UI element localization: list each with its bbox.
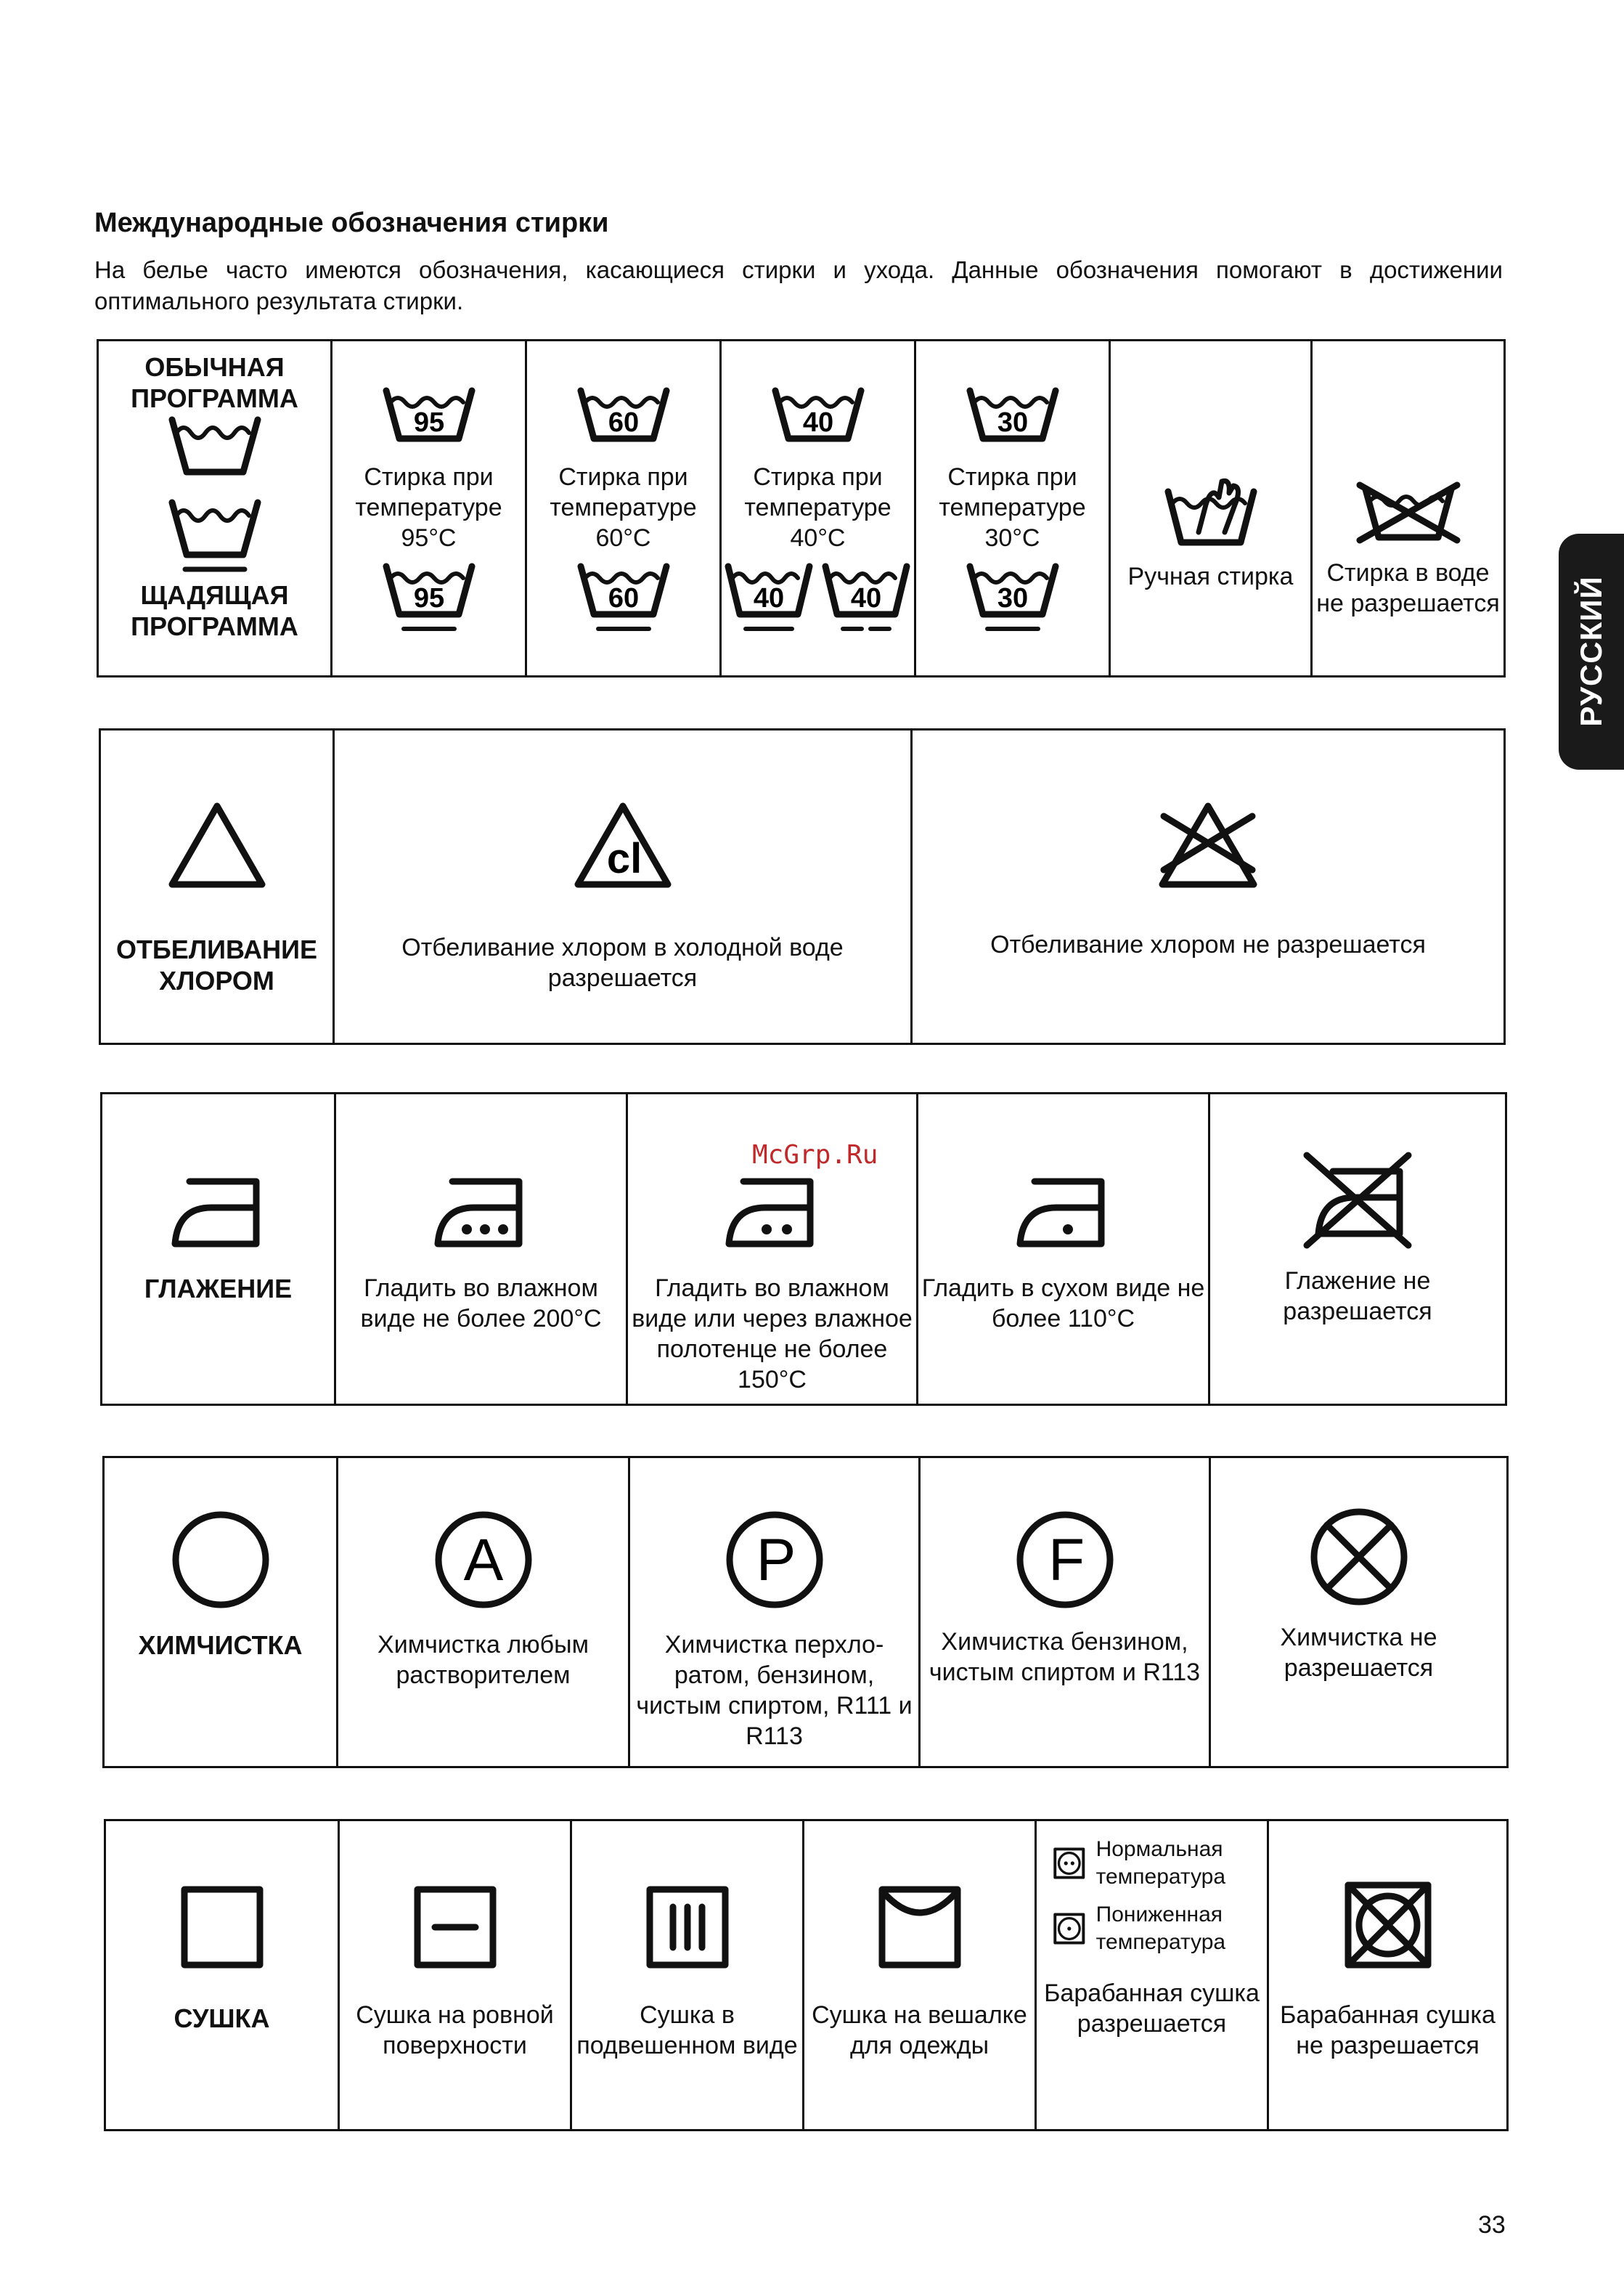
- normal-temp-row: [1053, 1836, 1267, 1891]
- bleach-table: [99, 728, 1506, 1045]
- dry-clean-a-cell: [338, 1457, 629, 1767]
- line-dry-icon: [876, 1884, 963, 1971]
- no-dry-clean-icon: [1308, 1506, 1410, 1608]
- language-tab: РУССКИЙ: [1559, 534, 1624, 770]
- ironing-label-cell: [102, 1094, 335, 1405]
- wash-30-gentle-icon: [966, 562, 1060, 635]
- dry-clean-p-cell: [629, 1457, 920, 1767]
- hand-wash-cell: [1110, 341, 1312, 677]
- drip-dry-cell: [571, 1820, 804, 2131]
- dry-clean-a-icon: [433, 1509, 534, 1611]
- no-iron-cell: [1209, 1094, 1506, 1405]
- iron-110-cell: [918, 1094, 1209, 1405]
- iron-icon: [168, 1171, 269, 1251]
- wash-60-gentle-icon: [576, 562, 671, 635]
- wash-60-caption: Стирка при температуре 60°C: [550, 463, 697, 552]
- svg-text:cl: cl: [606, 835, 642, 882]
- iron-one-dot-icon: [1013, 1171, 1114, 1251]
- gentle-wash-icon: [168, 497, 262, 577]
- page-title: Международные обозначения стирки: [94, 208, 609, 238]
- no-iron-icon: [1299, 1149, 1416, 1251]
- hand-wash-icon: [1164, 476, 1258, 548]
- wash-program-cell: [98, 341, 332, 677]
- svg-text:40: 40: [802, 407, 833, 438]
- gentle-program-label: ЩАДЯЩАЯ ПРОГРАММА: [131, 580, 298, 641]
- no-tumble-dry-caption: Барабанная сушка не разрешается: [1280, 2001, 1496, 2059]
- bleach-label: ОТБЕЛИВАНИЕ ХЛОРОМ: [115, 935, 318, 996]
- dry-flat-cell: [339, 1820, 571, 2131]
- no-dry-clean-caption: Химчистка не разрешается: [1280, 1624, 1437, 1682]
- wash-95-caption: Стирка при температуре 95°C: [355, 463, 502, 552]
- iron-150-caption: Гладить во влажном виде или через влажное полотенце не более 150°C: [632, 1274, 913, 1393]
- ironing-table: [100, 1092, 1507, 1406]
- normal-wash-icon: [168, 414, 262, 479]
- wash-60-icon: [576, 386, 671, 444]
- wash-30-caption: Стирка при температуре 30°C: [939, 463, 1086, 552]
- wash-60-cell: [526, 341, 721, 677]
- svg-text:30: 30: [997, 407, 1028, 438]
- svg-text:F: F: [1048, 1527, 1085, 1593]
- no-tumble-dry-icon: [1341, 1878, 1435, 1972]
- no-bleach-icon: [1154, 800, 1262, 890]
- bleach-forbidden-caption: Отбеливание хлором не разрешается: [990, 931, 1426, 959]
- iron-150-cell: [627, 1094, 918, 1405]
- normal-program-label: ОБЫЧНАЯ ПРОГРАММА: [131, 352, 298, 413]
- dry-clean-circle-icon: [170, 1509, 272, 1611]
- iron-200-caption: Гладить во влажном виде не более 200°C: [360, 1274, 602, 1332]
- wash-95-cell: [332, 341, 526, 677]
- wash-95-icon: [382, 386, 476, 444]
- low-temp-label: Пониженная температура: [1095, 1902, 1226, 1954]
- wash-40-icon: [771, 386, 865, 444]
- no-dry-clean-cell: [1210, 1457, 1508, 1767]
- no-iron-caption: Глажение не разрешается: [1283, 1267, 1432, 1325]
- bleach-forbidden-cell: [912, 730, 1505, 1044]
- svg-text:60: 60: [608, 407, 639, 438]
- wash-40-gentle-icons: [724, 562, 913, 635]
- tumble-normal-icon: [1053, 1838, 1086, 1889]
- normal-temp-label: Нормальная температура: [1095, 1837, 1226, 1889]
- intro-text: На белье часто имеются обозначения, касающиеся стирки и ухода. Данные обозначения помогают в достижении оптимального результата стирки.: [94, 256, 1503, 314]
- wash-40-cell: [721, 341, 915, 677]
- wash-30-icon: [966, 386, 1060, 444]
- no-tumble-dry-cell: [1268, 1820, 1508, 2131]
- ironing-label: ГЛАЖЕНИЕ: [144, 1274, 293, 1303]
- wash-95-gentle-icon: [382, 562, 476, 635]
- dry-clean-f-cell: [920, 1457, 1210, 1767]
- dry-clean-label-cell: [104, 1457, 338, 1767]
- iron-200-cell: [335, 1094, 627, 1405]
- tumble-low-icon: [1053, 1903, 1086, 1954]
- svg-text:P: P: [756, 1527, 796, 1593]
- line-dry-caption: Сушка на вешалке для одежды: [812, 2001, 1027, 2059]
- line-dry-cell: [804, 1820, 1036, 2131]
- drying-square-icon: [179, 1884, 266, 1971]
- wash-40-caption: Стирка при температуре 40°C: [744, 463, 891, 552]
- dry-clean-table: [102, 1456, 1509, 1768]
- svg-text:40: 40: [753, 583, 784, 614]
- svg-text:40: 40: [850, 583, 881, 614]
- wash-30-cell: [915, 341, 1110, 677]
- dry-flat-icon: [412, 1884, 499, 1971]
- no-wash-caption: Стирка в воде не разрешается: [1316, 559, 1500, 617]
- dry-clean-f-icon: [1014, 1509, 1116, 1611]
- no-wash-icon: [1354, 479, 1463, 545]
- svg-text:30: 30: [997, 583, 1028, 614]
- drying-label-cell: [105, 1820, 339, 2131]
- watermark: McGrp.Ru: [752, 1140, 878, 1170]
- drip-dry-icon: [644, 1884, 731, 1971]
- dry-clean-a-caption: Химчистка любым растворителем: [378, 1631, 589, 1689]
- iron-three-dots-icon: [431, 1171, 532, 1251]
- drying-label: СУШКА: [174, 2003, 270, 2033]
- svg-text:95: 95: [413, 583, 444, 614]
- svg-text:95: 95: [413, 407, 444, 438]
- hand-wash-caption: Ручная стирка: [1127, 563, 1294, 590]
- dry-clean-p-caption: Химчистка перхло-ратом, бензином, чистым спиртом, R111 и R113: [636, 1631, 913, 1750]
- dry-clean-p-icon: [724, 1509, 825, 1611]
- bleach-triangle-icon: [166, 800, 268, 890]
- svg-text:A: A: [463, 1527, 503, 1593]
- dry-clean-f-caption: Химчистка бензином, чистым спиртом и R113: [929, 1628, 1201, 1686]
- drying-table: [104, 1819, 1509, 2131]
- bleach-label-cell: [100, 730, 334, 1044]
- drip-dry-caption: Сушка в подвешенном виде: [576, 2001, 798, 2059]
- tumble-dry-cell: [1036, 1820, 1268, 2131]
- bleach-allowed-cell: [334, 730, 912, 1044]
- dry-clean-label: ХИМЧИСТКА: [138, 1630, 303, 1660]
- bleach-cl-icon: [572, 800, 674, 890]
- tumble-dry-caption: Барабанная сушка разрешается: [1044, 1979, 1260, 2038]
- bleach-allowed-caption: Отбеливание хлором в холодной воде разрешается: [401, 934, 844, 992]
- page-number: 33: [1478, 2211, 1506, 2239]
- no-wash-cell: [1312, 341, 1505, 677]
- low-temp-row: [1053, 1901, 1267, 1956]
- svg-text:60: 60: [608, 583, 639, 614]
- dry-flat-caption: Сушка на ровной поверхности: [356, 2001, 554, 2059]
- iron-110-caption: Гладить в сухом виде не более 110°C: [921, 1274, 1205, 1332]
- iron-two-dots-icon: [722, 1171, 823, 1251]
- wash-table: [97, 339, 1506, 677]
